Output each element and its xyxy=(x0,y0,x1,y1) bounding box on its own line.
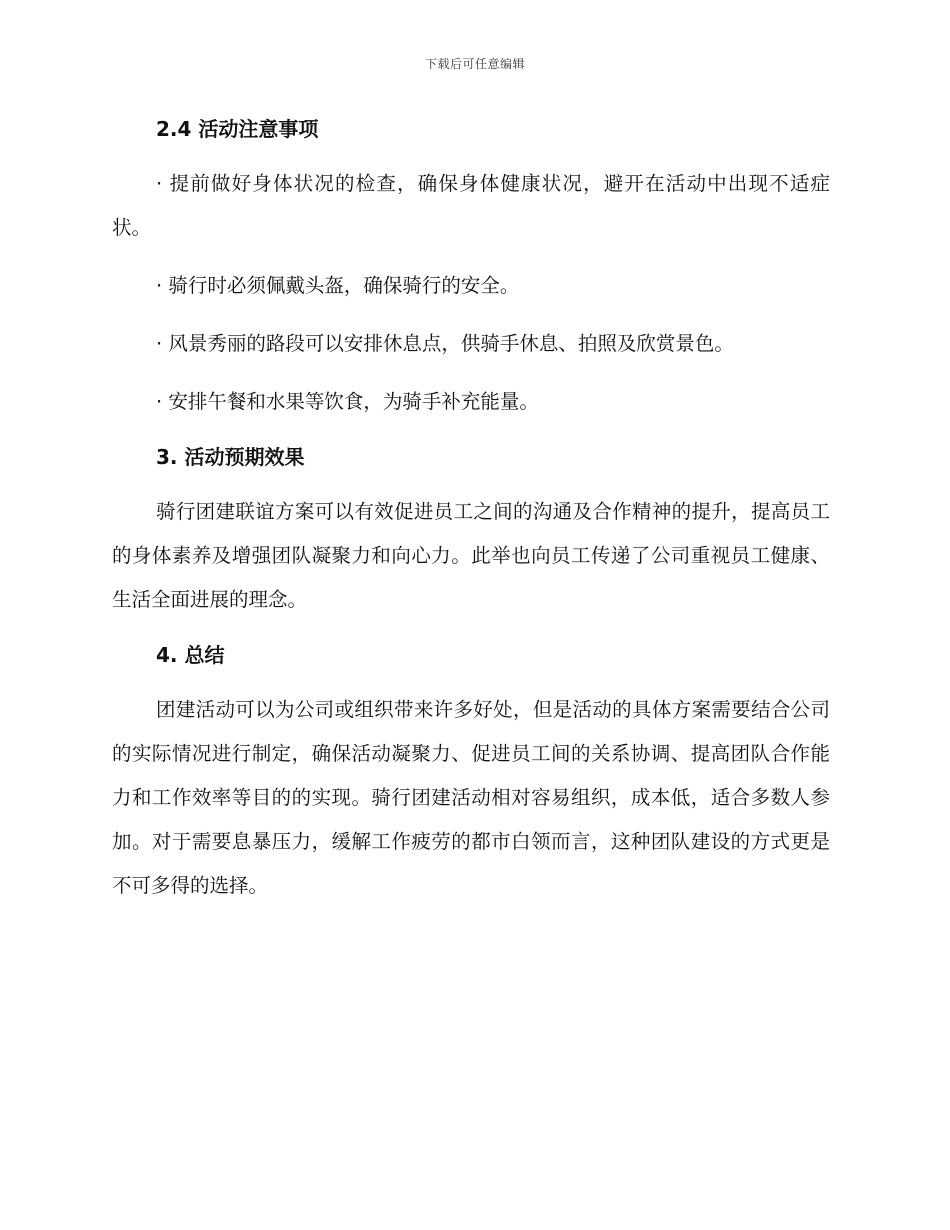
bullet-item: · 提前做好身体状况的检查，确保身体健康状况，避开在活动中出现不适症状。 xyxy=(112,172,830,239)
section-heading-3: 3. 活动预期效果 xyxy=(156,445,305,469)
bullet-item: · 骑行时必须佩戴头盔，确保骑行的安全。 xyxy=(156,274,520,297)
bullet-item: · 安排午餐和水果等饮食，为骑手补充能量。 xyxy=(156,390,539,413)
bullet-item: · 风景秀丽的路段可以安排休息点，供骑手休息、拍照及欣赏景色。 xyxy=(156,332,734,355)
section-paragraph-3: 骑行团建联谊方案可以有效促进员工之间的沟通及合作精神的提升，提高员工的身体素养及增强团队凝聚力和向心力。此举也向员工传递了公司重视员工健康、生活全面进展的理念。 xyxy=(112,500,830,611)
page-header: 下载后可任意编辑 xyxy=(424,57,525,71)
section-heading-2-4: 2.4 活动注意事项 xyxy=(156,117,319,141)
section-paragraph-4: 团建活动可以为公司或组织带来许多好处，但是活动的具体方案需要结合公司的实际情况进行制定，确保活动凝聚力、促进员工间的关系协调、提高团队合作能力和工作效率等目的的实现。骑行团建活动相对容易组织，成本低，适合多数人参加。对于需要息暴压力，缓解工作疲劳的都市白领而言，这种团队建设的方式更是不可多得的选择。 xyxy=(112,698,830,897)
section-heading-4: 4. 总结 xyxy=(156,643,225,667)
document-body xyxy=(112,110,830,908)
